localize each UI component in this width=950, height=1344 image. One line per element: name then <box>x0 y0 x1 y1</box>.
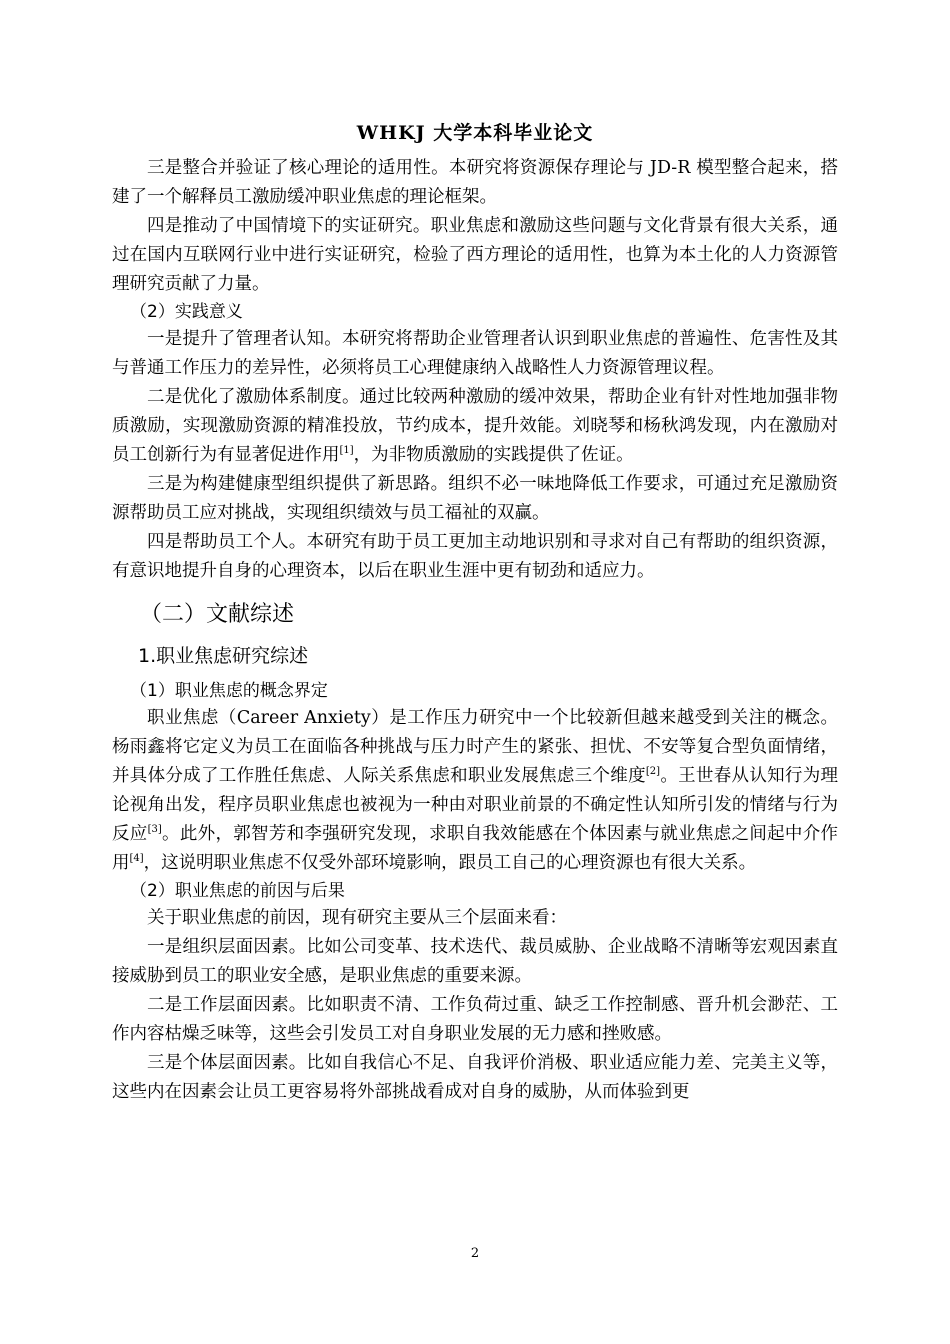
citation: [1] <box>339 445 354 456</box>
page-content <box>112 154 838 1107</box>
paragraph-text: 职业焦虑（Career Anxiety）是工作压力研究中一个比较新但越来越受到关注的概念。杨雨鑫将它定义为员工在面临各种挑战与压力时产生的紧张、担忧、不安等复合型负面情绪，并具体分成了工作胜任焦虑、人际关系焦虑和职业发展焦虑三个维度 <box>112 708 838 786</box>
section-heading: （二）文献综述 <box>140 602 295 627</box>
paragraph-text: ，这说明职业焦虑不仅受外部环境影响，跟员工自己的心理资源也有很大关系。 <box>143 853 757 873</box>
page-header: WHKJ 大学本科毕业论文 <box>356 122 594 144</box>
paragraph: 关于职业焦虑的前因，现有研究主要从三个层面来看： <box>147 908 567 928</box>
citation: [2] <box>645 766 661 777</box>
paragraph: 二是工作层面因素。比如职责不清、工作负荷过重、缺乏工作控制感、晋升机会渺茫、工作内容枯燥乏味等，这些会引发员工对自身职业发展的无力感和挫败感。 <box>112 995 838 1044</box>
paragraph: 四是推动了中国情境下的实证研究。职业焦虑和激励这些问题与文化背景有很大关系，通过在国内互联网行业中进行实证研究，检验了西方理论的适用性，也算为本土化的人力资源管理研究贡献了力量。 <box>112 216 838 294</box>
paragraph: 一是组织层面因素。比如公司变革、技术迭代、裁员威胁、企业战略不清晰等宏观因素直接威胁到员工的职业安全感，是职业焦虑的重要来源。 <box>112 937 838 986</box>
paragraph: 三是整合并验证了核心理论的适用性。本研究将资源保存理论与 JD-R 模型整合起来，搭建了一个解释员工激励缓冲职业焦虑的理论框架。 <box>112 158 838 207</box>
subsection-heading: （1）职业焦虑的概念界定 <box>130 681 328 701</box>
citation: [3] <box>147 824 162 835</box>
subsection-heading: （2）职业焦虑的前因与后果 <box>130 881 345 901</box>
subsection-heading: （2）实践意义 <box>130 302 243 322</box>
page-number: 2 <box>470 1246 480 1261</box>
paragraph: 三是为构建健康型组织提供了新思路。组织不必一味地降低工作要求，可通过充足激励资源帮助员工应对挑战，实现组织绩效与员工福祉的双赢。 <box>112 474 838 523</box>
citation: [4] <box>129 853 144 864</box>
paragraph: 四是帮助员工个人。本研究有助于员工更加主动地识别和寻求对自己有帮助的组织资源，有意识地提升自身的心理资本，以后在职业生涯中更有韧劲和适应力。 <box>112 532 838 581</box>
paragraph <box>112 704 838 878</box>
paragraph-text: 。王世春从认知行为理论视角出发，程序员职业焦虑也被视为一种由对职业前景的不确定性认知所引发的情绪与行为反应 <box>112 766 839 844</box>
paragraph: 一是提升了管理者认知。本研究将帮助企业管理者认识到职业焦虑的普遍性、危害性及其与普通工作压力的差异性，必须将员工心理健康纳入战略性人力资源管理议程。 <box>112 329 838 378</box>
paragraph <box>112 383 838 470</box>
paragraph-text: ，为非物质激励的实践提供了佐证。 <box>353 445 634 465</box>
paragraph: 三是个体层面因素。比如自我信心不足、自我评价消极、职业适应能力差、完美主义等，这些内在因素会让员工更容易将外部挑战看成对自身的威胁，从而体验到更 <box>112 1053 838 1102</box>
subsection-title: 1.职业焦虑研究综述 <box>138 645 309 667</box>
paragraph-text: 二是优化了激励体系制度。通过比较两种激励的缓冲效果，帮助企业有针对性地加强非物质激励，实现激励资源的精准投放，节约成本，提升效能。刘晓琴和杨秋鸿发现，内在激励对员工创新行为有显著促进作用 <box>112 387 838 465</box>
paragraph-text: 。此外，郭智芳和李强研究发现，求职自我效能感在个体因素与就业焦虑之间起中介作用 <box>112 824 838 873</box>
